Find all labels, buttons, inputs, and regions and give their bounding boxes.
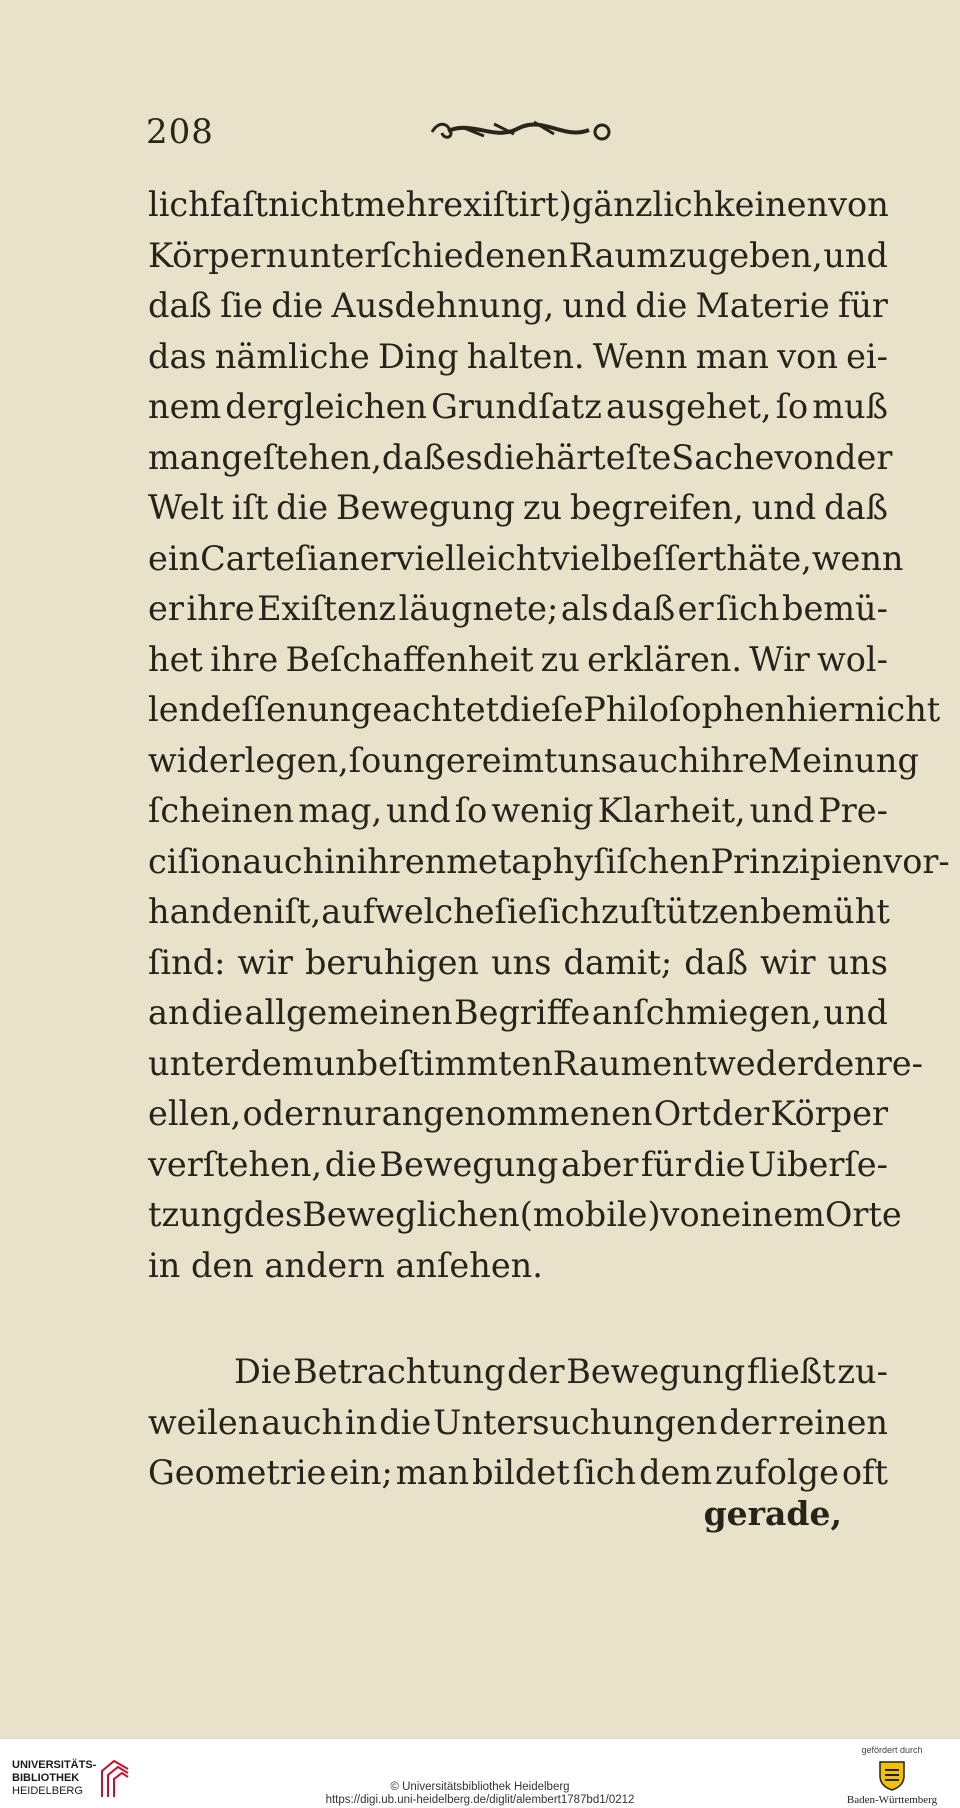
text-line: nem dergleichen Grundſatz ausgehet, ſo muß [148, 387, 888, 426]
text-line: het ihre Beſchaffenheit zu erklären. Wir wol- [148, 639, 888, 679]
text-line: daß ſie die Ausdehnung, und die Materie für [148, 286, 888, 325]
text-line: weilen auch in die Untersuchungen der reinen [148, 1402, 888, 1442]
text-line: Die Betrachtung der Bewegung fließt zu- [234, 1352, 888, 1391]
source-url-link[interactable]: https://digi.ub.uni-heidelberg.de/diglit/alembert1787bd1/0212 [325, 1794, 635, 1806]
footer-credits [0, 1781, 960, 1807]
funded-by-label: gefördert durch [861, 1745, 923, 1755]
funder-name: Baden-Württemberg [846, 1794, 938, 1806]
catchword: gerade, [703, 1494, 842, 1533]
text-line: len deſſen ungeachtet dieſe Philoſophen hier nicht [148, 690, 941, 729]
text-line: verſtehen, die Bewegung aber für die Uiberſe- [148, 1144, 888, 1184]
text-line: ein Carteſianer vielleicht viel beſſer thäte, wenn [148, 538, 904, 578]
text-line: widerlegen, ſo ungereimt uns auch ihre Meinung [148, 740, 919, 780]
text-line: ciſion auch in ihren metaphyſiſchen Prinzipien vor- [148, 841, 950, 881]
library-name-line1: UNIVERSITÄTS- [12, 1759, 97, 1771]
funding-notice [836, 1745, 948, 1806]
text-line: lich faſt nicht mehr exiſtirt) gänzlich keinen von [148, 185, 889, 224]
text-line: das nämliche Ding halten. Wenn man von ei- [148, 336, 888, 376]
library-name-line3: HEIDELBERG [12, 1785, 83, 1797]
copyright-text: © Universitätsbibliothek Heidelberg [390, 1781, 570, 1793]
text-line: in den andern anſehen. [148, 1245, 543, 1285]
paragraph-2 [148, 1347, 888, 1499]
text-line: Welt iſt die Bewegung zu begreifen, und daß [148, 488, 888, 527]
library-name-line2: BIBLIOTHEK [12, 1772, 80, 1784]
text-line: tzung des Beweglichen (mobile) von einem Orte [148, 1195, 902, 1234]
state-crest-icon [872, 1758, 912, 1792]
footer-bar [0, 1738, 960, 1808]
text-line: er ihre Exiſtenz läugnete; als daß er ſich bemü- [148, 589, 888, 628]
text-line: unter dem unbeſtimmten Raum entweder den re- [148, 1043, 923, 1083]
page-number: 208 [146, 112, 214, 152]
paragraph-1 [148, 180, 950, 1291]
decorative-ornament-icon [424, 116, 614, 146]
text-line: handen iſt, auf welche ſie ſich zu ſtützen bemüht [148, 892, 890, 931]
body-text [148, 180, 950, 1499]
text-line: ſind: wir beruhigen uns damit; daß wir uns [148, 942, 888, 982]
text-line: Körpern unterſchiedenen Raum zugeben, und [148, 235, 888, 275]
text-line: an die allgemeinen Begriffe anſchmiegen, und [148, 993, 888, 1032]
text-line: Geometrie ein; man bildet ſich dem zufolge oft [148, 1453, 888, 1492]
text-line: ellen, oder nur angenommenen Ort der Körper [148, 1094, 888, 1133]
text-line: man geſtehen, daß es die härteſte Sache von der [148, 437, 893, 477]
text-line: ſcheinen mag, und ſo wenig Klarheit, und Pre- [148, 791, 888, 830]
